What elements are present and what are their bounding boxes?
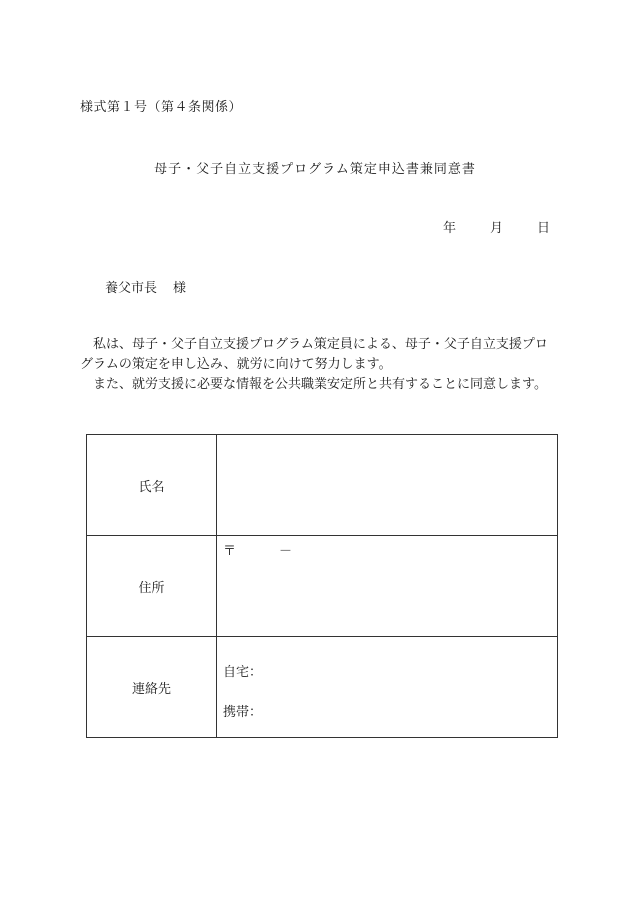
contact-label: 連絡先 [87,637,217,738]
contact-field[interactable] [217,637,558,738]
address-row [87,536,558,637]
address-field[interactable] [217,536,558,637]
postal-dash: － [279,544,293,559]
body-paragraph-2: また、就労支援に必要な情報を公共職業安定所と共有することに同意します。 [93,377,547,392]
form-number: 様式第１号（第４条関係） [80,100,243,115]
body-paragraph-1: 私は、母子・父子自立支援プログラム策定員による、母子・父子自立支援プログラムの策定を申し込み、就労に向けて努力します。 [80,337,548,372]
name-field[interactable] [217,435,558,536]
document-title: 母子・父子自立支援プログラム策定申込書兼同意書 [154,162,476,177]
body-text [80,335,552,395]
month-label: 月 [489,221,503,236]
name-label: 氏名 [87,435,217,536]
postal-mark-icon: 〒 [223,544,237,559]
addressee [105,277,186,296]
address-label: 住所 [87,536,217,637]
addressee-name: 養父市長 [105,281,158,296]
application-form-table [86,434,558,738]
addressee-honorific: 様 [173,281,187,296]
date-line [443,217,550,236]
home-phone-label: 自宅： [223,665,263,680]
contact-row [87,637,558,738]
year-label: 年 [442,221,456,236]
name-row [87,435,558,536]
postal-code [223,540,292,559]
day-label: 日 [536,221,550,236]
mobile-phone-label: 携帯： [223,705,263,720]
